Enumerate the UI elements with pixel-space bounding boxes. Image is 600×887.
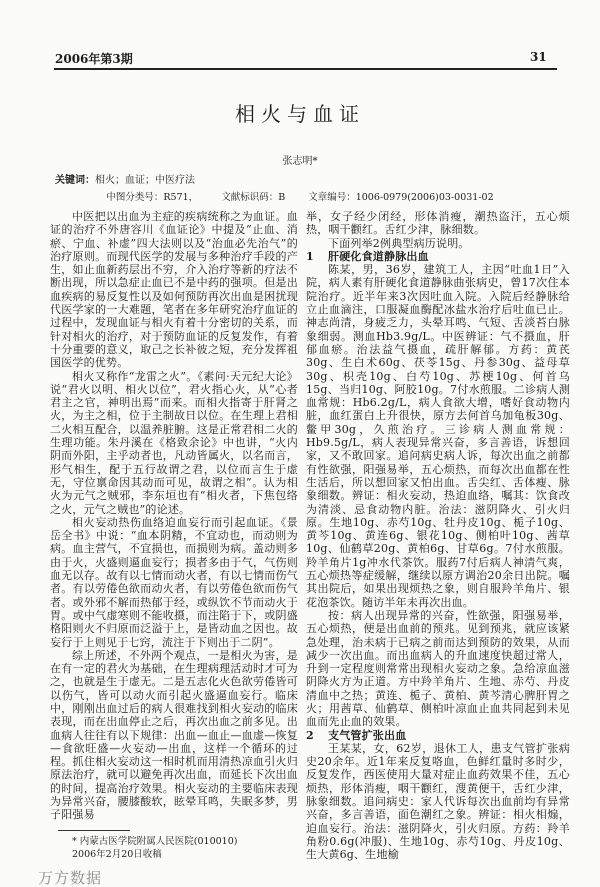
- paragraph: 陈某，男，36岁，建筑工人，主因“吐血1日”入院，病人素有肝硬化食道静脉曲张病史，曾17次住本院治疗。近半年来3次因吐血入院。入院后经静脉给立止血滴注，口服凝血酶配冰盐水治疗后吐血已止。神志尚清，身疲乏力，头晕耳鸣、气短、舌淡苔白脉象细弱。测血Hb3.9g/L。中医辨证：气不摄血，肝郁血瘀。治法益气摄血，疏肝解郁。方药：黄芪30g、生白术60g、茯苓15g、丹参30g、益母草30g、枳壳10g、白芍10g、苏梗10g、何首乌15g、当归10g、阿胶10g。7付水煎服。二诊病人测血常规：Hb6.2g/L，病人食欲大增，嗜好食动物内脏，血红蛋白上升很快，原方去何首乌加龟板30g、鳖甲30g，久煎治疗。三诊病人测血常规：Hb9.5g/L，病人表现异常兴奋，多言善语，诉想回家，又不敢回家。追问病史病人诉，每次出血之前都有性欲强，阳强易举，五心烦热，而每次出血都在性生活后，所以想回家又怕出血。舌尖红、舌体瘦、脉象细数。辨证：相火妄动，热迫血络，嘱其：饮食改为清淡、忌食动物内脏。治法：滋阴降火、引火归原。生地10g、赤芍10g、牡丹皮10g、栀子10g、黄芩10g、黄连6g、银花10g、侧柏叶10g、茜草10g、仙鹤草20g、黄柏6g、甘草6g。7付水煎服。羚羊角片1g冲水代茶饮。服药7付后病人神清气爽，五心烦热等症缓解，继续以原方调治20余日出院。嘱其出院后，如果出现烦热之象，则自服羚羊角片、银花泡茶饮。随访半年未再次出血。: [306, 263, 570, 609]
- paragraph: 王某某，女，62岁，退休工人，患支气管扩张病史20余年。近1年来反复咯血，色鲜红量时多时少，反复发作，西医使用大量对症止血药效果不佳，五心烦热，形体消瘦，咽干颧红，溲黄便干，舌红少津，脉象细数。追问病史：家人代诉每次出血前均有异常兴奋，多言善语，面色潮红之象。辨证：相火相煽，迫血妄行。治法：滋阴降火，引火归原。方药：羚羊角粉0.6g(冲服)、生地10g、赤芍10g、丹皮10g、生大黄6g、生地榆: [306, 741, 570, 862]
- section-number: 1: [306, 249, 314, 263]
- right-column: [306, 210, 570, 862]
- section-number: 2: [306, 728, 314, 742]
- keywords-label: 关键词：: [55, 175, 95, 186]
- journal-issue: 2006年第3期: [55, 52, 133, 66]
- paragraph: 中医把以出血为主症的疾病统称之为血证。血证的治疗不外唐容川《血证论》中提及“止血、消瘀、宁血、补虚”四大法则以及“治血必先治气”的治疗原则。而现代医学的发展与多种治疗手段的产生，如止血新药层出不穷，介入治疗等新的疗法不断出现，所以急症止血已不是中药的强项。但是出血疾病的易反复性以及如何预防再次出血是困扰现代医学家的一大难题，笔者在多年研究治疗血证的过程中，发现血证与相火有着十分密切的关系，而针对相火的治疗，对于预防血证的反复发作，有着十分重要的意义，取己之长补彼之短，充分发挥祖国医学的优势。: [50, 210, 298, 370]
- section-title: 肝硬化食道静脉出血: [328, 249, 429, 263]
- paragraph: 相火又称作“龙雷之火”。《素问·天元纪大论》说“君火以明、相火以位”，君火指心火，从“心者君主之官，神明出焉”而来。而相火指寄于肝肾之火，为主之相，位于主制故日以位。在生理上君相二火相互配合，以温养脏腑。这是正常君相二火的生理功能。朱丹溪在《格致余论》中也讲，“火内阴而外阳，主乎动者也，凡动皆属火，以名而言，形气相生，配于五行故谓之君，以位而言生于虚无，守位禀命因其动而可见，故谓之相”。认为相火为元气之贼邪，李东垣也有“相火者，下焦包络之火，元气之贼也”的论述。: [50, 369, 298, 516]
- page-number: 31: [530, 50, 547, 64]
- article-title: 相火与血证: [235, 102, 365, 126]
- paragraph: 按：病人出现异常的兴奋，性欲强，阳强易举，五心烦热，便是出血前的预兆。见到预兆，就应该紧急处理，治未病于已病之前而达到预防的效果，从而减少一次出血。而出血病人的升血速度快超过常人，升到一定程度则常常出现相火妄动之象。急给凉血滋阴降火方为正道。方中羚羊角片、生地、赤芍、丹皮清血中之热；黄连、栀子、黄柏、黄芩清心脾肝胃之火；用茜草、仙鹤草、侧柏叶凉血止血共同起到未见血而先止血的效果。: [306, 608, 570, 729]
- keywords: [55, 174, 195, 187]
- watermark: 万方数据: [38, 869, 103, 887]
- section-heading-2: [306, 729, 570, 742]
- header-rule: [54, 68, 557, 70]
- section-title: 支气管扩张出血: [328, 728, 407, 742]
- document-code: 文献标识码：B: [221, 192, 286, 203]
- paragraph: 综上所述，不外两个观点，一是相火为害，是在有一定的君火为基础，在生理病理活动时才可为之，也就是生于虚无。二是五志化火色欲劳倦皆可以伤气，皆可以动火而引起火盛逼血妄行。临床中，刚刚出血过后的病人很难找到相火妄动的临床表现，而在出血停止之后，再次出血之前多见。出血病人往往有以下规律：出血—血止—血虚—恢复—食欲旺盛—火妄动—出血，这样一个循环的过程。抓住相火妄动这一相时机而用清热凉血引火归原法治疗，就可以避免再次出血，而延长下次出血的时间，提高治疗效果。相火妄动的主要临床表现为异常兴奋，腰膝酸软，眩晕耳鸣，失眠多梦，男子阳强易: [50, 648, 298, 822]
- author: 张志明*: [282, 156, 318, 167]
- article-id: 文章编号：1006-0979(2006)03-0031-02: [308, 192, 494, 203]
- left-column: [50, 210, 298, 822]
- keywords-value: 相火；血证；中医疗法: [95, 175, 195, 186]
- section-heading-1: [306, 250, 570, 263]
- paragraph: 下面列举2例典型病历说明。: [328, 236, 470, 250]
- footnote-rule: [58, 830, 130, 831]
- footnote-received: 2006年2月20日收稿: [72, 849, 162, 860]
- paragraph: 相火妄动热伤血络迫血妄行而引起血证。《景岳全书》中说：“血本阴精，不宜动也，而动则为病。血主营气，不宜损也，而损则为病。盖动则多由于火，火盛则逼血妄行；损者多由于气，气伤则血无以存。故有以七情而动火者，有以七情而伤气者。有以劳倦色欲而动火者，有以劳倦色欲而伤气者。或外邪不解而热郁于经，或纵饮不节而动火于胃。或中气虚寒则不能收摄，而注陷于下，或阴盛格阳则火不归原而泛溢于上，是皆动血之因也。故妄行于上则见于七窍，流注于下则出于二阴”。: [50, 515, 298, 649]
- classification-number: 中图分类号：R571，: [106, 192, 199, 203]
- paragraph-continuation: 举，女子经少闭经，形体消瘦，潮热盗汗，五心烦热，咽干颧红。舌红少津，脉细数。: [306, 210, 570, 237]
- classification-line: [0, 192, 600, 204]
- footnotes: [38, 830, 298, 887]
- footnote-affiliation: * 内蒙古医学院附属人民医院(010010): [72, 836, 238, 847]
